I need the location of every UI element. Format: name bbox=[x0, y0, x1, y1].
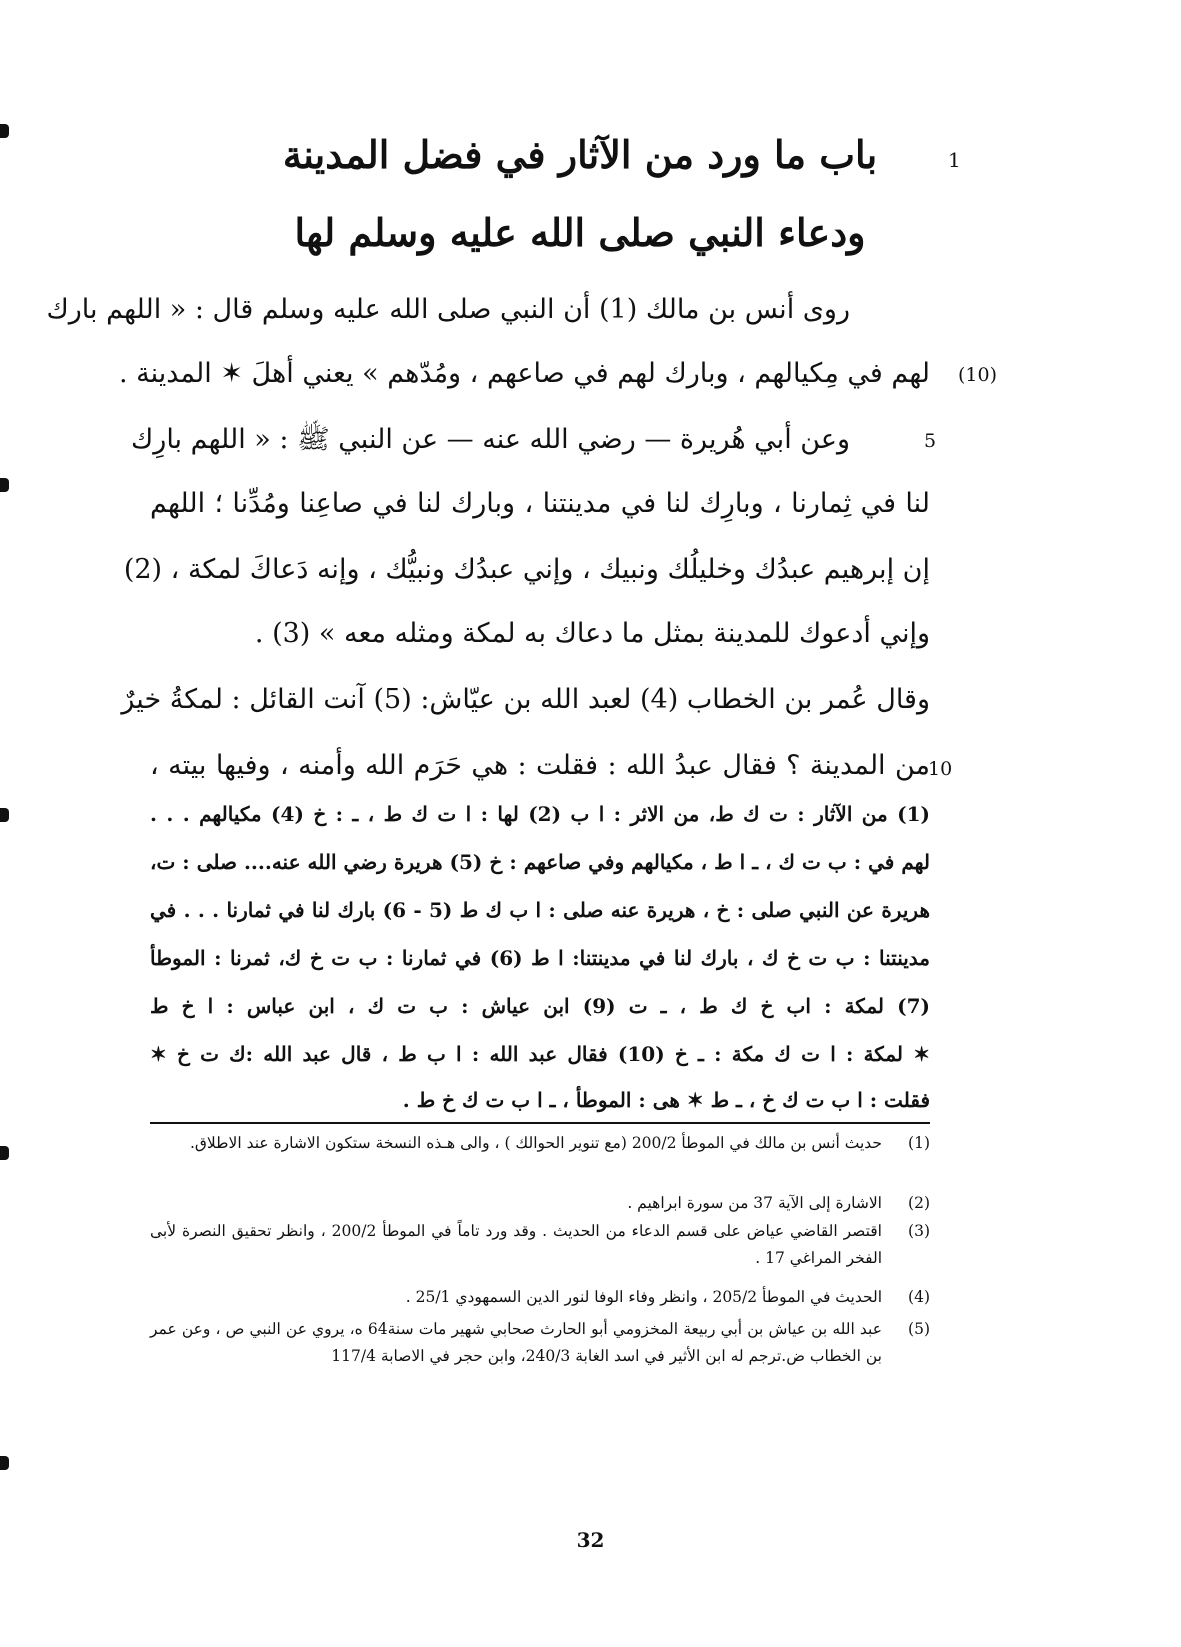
scan-edge-mark bbox=[0, 1456, 9, 1470]
footnote-5 bbox=[150, 1316, 930, 1370]
scan-edge-mark bbox=[0, 808, 9, 822]
footnote-number: (4) bbox=[908, 1288, 930, 1306]
body-line-2: لهم في مِكيالهم ، وبارك لهم في صاعهم ، ومُدّهم » يعني أهلَ ✶ المدينة . bbox=[118, 358, 930, 389]
body-line-1: روى أنس بن مالك (1) أن النبي صلى الله عليه وسلم قال : « اللهم بارك bbox=[46, 294, 850, 325]
body-line-6: وإني أدعوك للمدينة بمثل ما دعاك به لمكة ومثله معه » (3) . bbox=[254, 618, 930, 649]
footnote-number: (5) bbox=[908, 1320, 930, 1338]
body-line-4: لنا في ثِمارنا ، وبارِك لنا في مدينتنا ، وبارك لنا في صاعِنا ومُدِّنا ؛ اللهم bbox=[150, 488, 930, 519]
footnote-separator bbox=[150, 1122, 930, 1124]
apparatus-line-1: (1) من الآثار : ت ك ط، من الاثر : ا ب (2) لها : ا ت ك ط ، ـ : خ (4) مكيالهم . . . bbox=[150, 802, 930, 826]
apparatus-line-3: هريرة عن النبي صلى : خ ، هريرة عنه صلى : ا ب ك ط (5 - 6) بارك لنا في ثمارنا . . . في bbox=[150, 898, 930, 922]
apparatus-line-6: ✶ لمكة : ا ت ك مكة : ـ خ (10) فقال عبد الله : ا ب ط ، قال عبد الله :ك ت خ ✶ bbox=[150, 1042, 930, 1066]
margin-number-10: 10 bbox=[928, 758, 953, 780]
footnote-1 bbox=[150, 1130, 930, 1157]
body-line-5: إن إبرهيم عبدُك وخليلُك ونبيك ، وإني عبدُك ونبيُّك ، وإنه دَعاكَ لمكة ، (2) bbox=[123, 554, 930, 585]
chapter-number: 1 bbox=[948, 148, 961, 172]
footnote-number: (1) bbox=[908, 1134, 930, 1152]
footnote-number: (3) bbox=[908, 1222, 930, 1240]
apparatus-line-4: مدينتنا : ب ت خ ك ، بارك لنا في مدينتنا: ا ط (6) في ثمارنا : ب ت خ ك، ثمرنا : الموطأ bbox=[150, 946, 931, 970]
footnote-2 bbox=[150, 1190, 930, 1217]
footnote-text: اقتصر القاضي عياض على قسم الدعاء من الحديث . وقد ورد تاماً في الموطأ 200/2 ، وانظر تحقيق النصرة لأبى الفخر المراغي 17 . bbox=[150, 1222, 882, 1267]
margin-number-5: 5 bbox=[924, 430, 937, 452]
footnote-3 bbox=[150, 1218, 930, 1272]
apparatus-line-5: (7) لمكة : اب خ ك ط ، ـ ت (9) ابن عياش : ب ت ك ، ابن عباس : ا خ ط bbox=[150, 994, 930, 1018]
margin-number-10-folio: (10) bbox=[958, 364, 998, 386]
body-line-8: من المدينة ؟ فقال عبدُ الله : فقلت : هي حَرَم الله وأمنه ، وفيها بيته ، bbox=[150, 750, 930, 781]
footnote-text: عبد الله بن عياش بن أبي ربيعة المخزومي أبو الحارث صحابي شهير مات سنة64 ه، يروي عن النبي ص ، وعن عمر بن الخطاب ض.ترجم له ابن الأثير في اسد الغابة 240/3، وابن حجر في الاصابة 117/4 bbox=[150, 1320, 882, 1365]
body-line-7: وقال عُمر بن الخطاب (4) لعبد الله بن عيّاش: (5) آنت القائل : لمكةُ خيرٌ bbox=[121, 684, 930, 715]
apparatus-line-2: لهم في : ب ت ك ، ـ ا ط ، مكيالهم وفي صاعهم : خ (5) هريرة رضي الله عنه.... صلى : ت، bbox=[150, 850, 930, 874]
footnote-number: (2) bbox=[908, 1194, 930, 1212]
apparatus-line-7: فقلت : ا ب ت ك خ ، ـ ط ✶ هى : الموطأ ، ـ ا ب ت ك خ ط . bbox=[402, 1088, 930, 1112]
page-number: 32 bbox=[576, 1528, 605, 1552]
chapter-title-line-1: باب ما ورد من الآثار في فضل المدينة bbox=[282, 132, 878, 177]
scan-edge-mark bbox=[0, 478, 9, 492]
footnote-4 bbox=[150, 1284, 930, 1311]
scan-edge-mark bbox=[0, 1146, 9, 1160]
footnote-text: الاشارة إلى الآية 37 من سورة ابراهيم . bbox=[627, 1194, 882, 1212]
scan-edge-mark bbox=[0, 124, 9, 138]
chapter-title-line-2: ودعاء النبي صلى الله عليه وسلم لها bbox=[294, 210, 866, 255]
footnote-text: الحديث في الموطأ 205/2 ، وانظر وفاء الوفا لنور الدين السمهودي 25/1 . bbox=[405, 1288, 882, 1306]
body-line-3: وعن أبي هُريرة — رضي الله عنه — عن النبي ﷺ : « اللهم بارِك bbox=[131, 424, 850, 455]
footnote-text: حديث أنس بن مالك في الموطأ 200/2 (مع تنوير الحوالك ) ، والى هـذه النسخة ستكون الاشارة عند الاطلاق. bbox=[189, 1134, 882, 1152]
